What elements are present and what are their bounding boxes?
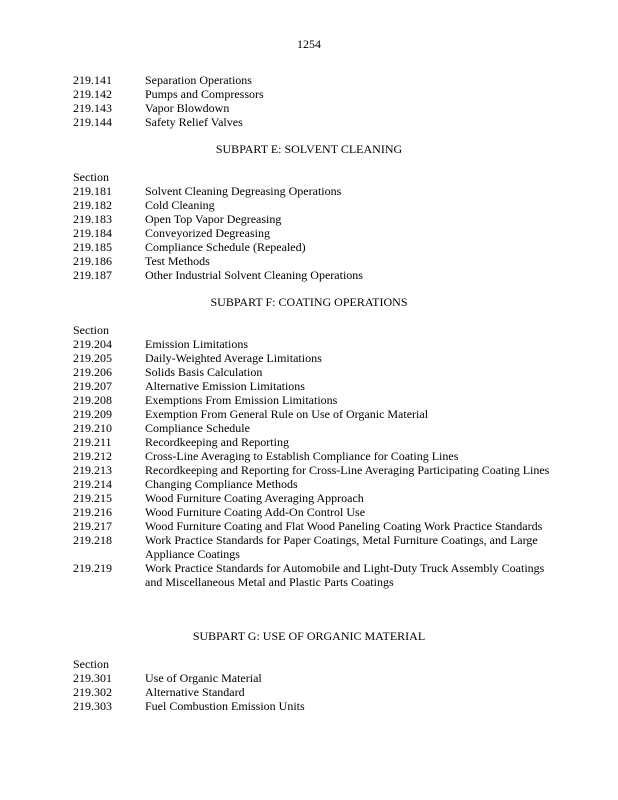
section-number: 219.217 bbox=[73, 519, 112, 533]
list-item bbox=[73, 351, 553, 365]
section-number: 219.218 bbox=[73, 533, 112, 547]
list-item bbox=[73, 393, 553, 407]
section-number: 219.214 bbox=[73, 477, 112, 491]
section-title: Cold Cleaning bbox=[145, 198, 215, 212]
list-item bbox=[73, 491, 553, 505]
section-title: Solvent Cleaning Degreasing Operations bbox=[145, 184, 342, 198]
section-number: 219.181 bbox=[73, 184, 112, 198]
section-title: Daily-Weighted Average Limitations bbox=[145, 351, 322, 365]
list-item bbox=[73, 268, 553, 282]
section-label: Section bbox=[73, 657, 109, 671]
section-number: 219.208 bbox=[73, 393, 112, 407]
section-label: Section bbox=[73, 170, 109, 184]
section-title: Open Top Vapor Degreasing bbox=[145, 212, 282, 226]
list-item bbox=[73, 533, 553, 561]
section-number: 219.302 bbox=[73, 685, 112, 699]
section-title: Recordkeeping and Reporting bbox=[145, 435, 289, 449]
section-title: Recordkeeping and Reporting for Cross-Line Averaging Participating Coating Lines bbox=[145, 463, 550, 477]
section-title: Use of Organic Material bbox=[145, 671, 262, 685]
section-number: 219.205 bbox=[73, 351, 112, 365]
list-item bbox=[73, 519, 553, 533]
section-number: 219.182 bbox=[73, 198, 112, 212]
section-title: Changing Compliance Methods bbox=[145, 477, 298, 491]
list-item bbox=[73, 407, 553, 421]
section-number: 219.204 bbox=[73, 337, 112, 351]
list-item bbox=[73, 685, 553, 699]
section-title: Conveyorized Degreasing bbox=[145, 226, 270, 240]
section-number: 219.211 bbox=[73, 435, 112, 449]
subpart-f-list bbox=[73, 323, 553, 589]
section-title: Test Methods bbox=[145, 254, 210, 268]
section-title: Cross-Line Averaging to Establish Compliance for Coating Lines bbox=[145, 449, 459, 463]
section-title: Safety Relief Valves bbox=[145, 115, 243, 129]
subpart-d-tail-list bbox=[73, 73, 553, 129]
section-title: Compliance Schedule (Repealed) bbox=[145, 240, 306, 254]
section-number: 219.209 bbox=[73, 407, 112, 421]
section-title: Wood Furniture Coating Averaging Approach bbox=[145, 491, 364, 505]
section-title: Solids Basis Calculation bbox=[145, 365, 263, 379]
section-number: 219.206 bbox=[73, 365, 112, 379]
list-item bbox=[73, 337, 553, 351]
list-item bbox=[73, 87, 553, 101]
list-item bbox=[73, 671, 553, 685]
section-label: Section bbox=[73, 323, 109, 337]
list-item bbox=[73, 449, 553, 463]
section-title: Vapor Blowdown bbox=[145, 101, 230, 115]
section-number: 219.212 bbox=[73, 449, 112, 463]
section-number: 219.141 bbox=[73, 73, 112, 87]
list-item bbox=[73, 73, 553, 87]
section-title: Emission Limitations bbox=[145, 337, 249, 351]
section-title: Wood Furniture Coating Add-On Control Use bbox=[145, 505, 366, 519]
section-number: 219.142 bbox=[73, 87, 112, 101]
section-title: Alternative Emission Limitations bbox=[145, 379, 305, 393]
section-number: 219.143 bbox=[73, 101, 112, 115]
page-number: 1254 bbox=[297, 37, 321, 51]
section-number: 219.186 bbox=[73, 254, 112, 268]
list-item bbox=[73, 421, 553, 435]
section-number: 219.184 bbox=[73, 226, 112, 240]
section-number: 219.210 bbox=[73, 421, 112, 435]
list-item bbox=[73, 435, 553, 449]
section-title: Separation Operations bbox=[145, 73, 252, 87]
section-title: Wood Furniture Coating and Flat Wood Paneling Coating Work Practice Standards bbox=[145, 519, 543, 533]
section-title: Work Practice Standards for Paper Coatings, Metal Furniture Coatings, and Large Appliance Coatings bbox=[145, 533, 538, 561]
section-number: 219.219 bbox=[73, 561, 112, 575]
subpart-f-heading: SUBPART F: COATING OPERATIONS bbox=[210, 295, 408, 309]
list-item bbox=[73, 198, 553, 212]
section-title: Exemption From General Rule on Use of Organic Material bbox=[145, 407, 429, 421]
list-item bbox=[73, 379, 553, 393]
subpart-e-list bbox=[73, 170, 553, 282]
list-item bbox=[73, 212, 553, 226]
list-item bbox=[73, 477, 553, 491]
section-number: 219.185 bbox=[73, 240, 112, 254]
section-number: 219.207 bbox=[73, 379, 112, 393]
section-number: 219.303 bbox=[73, 699, 112, 713]
section-title: Compliance Schedule bbox=[145, 421, 250, 435]
section-number: 219.144 bbox=[73, 115, 112, 129]
section-number: 219.183 bbox=[73, 212, 112, 226]
section-number: 219.187 bbox=[73, 268, 112, 282]
list-item bbox=[73, 184, 553, 198]
list-item bbox=[73, 226, 553, 240]
section-number: 219.216 bbox=[73, 505, 112, 519]
subpart-g-heading: SUBPART G: USE OF ORGANIC MATERIAL bbox=[192, 629, 426, 643]
subpart-e-heading: SUBPART E: SOLVENT CLEANING bbox=[215, 142, 403, 156]
list-item bbox=[73, 463, 553, 477]
list-item bbox=[73, 505, 553, 519]
list-item bbox=[73, 101, 553, 115]
subpart-g-list bbox=[73, 657, 553, 713]
list-item bbox=[73, 115, 553, 129]
section-title: Work Practice Standards for Automobile and Light-Duty Truck Assembly Coatings and Miscellaneous Metal and Plastic Parts Coatings bbox=[145, 561, 545, 589]
section-title: Other Industrial Solvent Cleaning Operations bbox=[145, 268, 363, 282]
section-number: 219.301 bbox=[73, 671, 112, 685]
section-title: Alternative Standard bbox=[145, 685, 245, 699]
list-item bbox=[73, 365, 553, 379]
section-number: 219.215 bbox=[73, 491, 112, 505]
list-item bbox=[73, 561, 553, 589]
section-title: Fuel Combustion Emission Units bbox=[145, 699, 305, 713]
section-title: Pumps and Compressors bbox=[145, 87, 264, 101]
section-title: Exemptions From Emission Limitations bbox=[145, 393, 338, 407]
list-item bbox=[73, 699, 553, 713]
list-item bbox=[73, 254, 553, 268]
section-number: 219.213 bbox=[73, 463, 112, 477]
list-item bbox=[73, 240, 553, 254]
